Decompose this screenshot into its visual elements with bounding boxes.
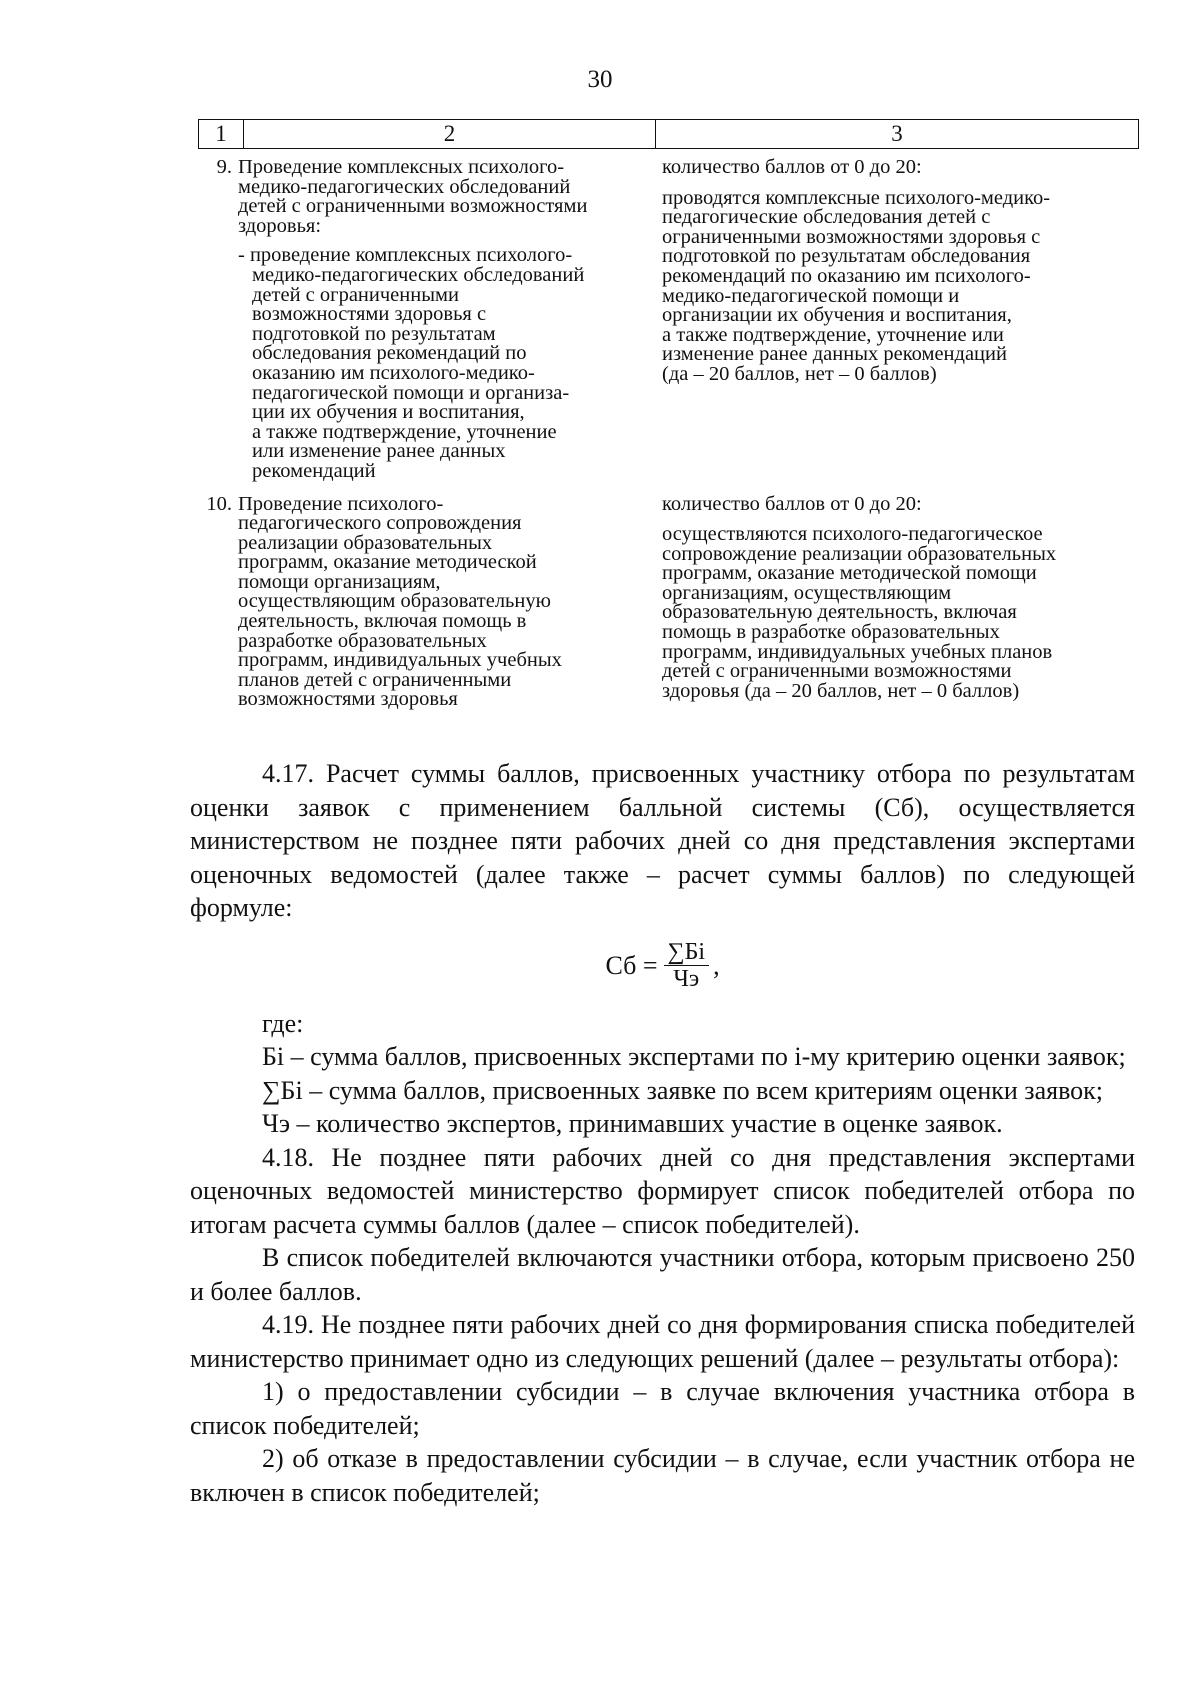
description-cell bbox=[653, 158, 1139, 482]
criterion-subitem-line: педагогической помощи и организа- bbox=[252, 381, 570, 404]
criterion-subitem-line: детей с ограниченными bbox=[252, 283, 459, 306]
criterion-line: программ, оказание методической bbox=[238, 551, 537, 574]
criterion-subitem-line: обследования рекомендаций по bbox=[252, 342, 527, 365]
description-cell bbox=[653, 492, 1139, 711]
criterion-cell bbox=[238, 158, 653, 482]
paragraph-4-19: 4.19. Не позднее пяти рабочих дней со дня формирования списка победителей министерство принимает одно из следующих решений (далее – результаты отбора): bbox=[190, 1310, 1135, 1373]
criterion-subitem-line: рекомендаций bbox=[252, 459, 376, 482]
description-line: а также подтверждение, уточнение или bbox=[662, 323, 1004, 346]
criterion-line: медико-педагогических обследований bbox=[238, 175, 571, 198]
row-number: 10. bbox=[206, 492, 232, 515]
description-line: подготовкой по результатам обследования bbox=[662, 245, 1031, 268]
criterion-subitem-line: медико-педагогических обследований bbox=[252, 263, 585, 286]
criterion-line: разработке образовательных bbox=[238, 629, 487, 652]
description-line: педагогические обследования детей с bbox=[662, 206, 991, 229]
list-item-2: 2) об отказе в предоставлении субсидии – в случае, если участник отбора не включен в список победителей; bbox=[190, 1444, 1135, 1507]
criteria-table bbox=[198, 119, 1139, 710]
criterion-line: педагогического сопровождения bbox=[238, 512, 522, 535]
criterion-subitem-line: ции их обучения и воспитания, bbox=[252, 401, 525, 424]
score-range: количество баллов от 0 до 20: bbox=[662, 156, 922, 178]
criterion-line: Проведение психолого- bbox=[238, 492, 444, 515]
definition-che: Чэ – количество экспертов, принимавших участие в оценке заявок. bbox=[262, 1109, 1003, 1138]
score-formula bbox=[190, 933, 1135, 999]
criterion-line: здоровья: bbox=[238, 214, 322, 237]
description-line: организации их обучения и воспитания, bbox=[662, 304, 1012, 327]
criterion-line: Проведение комплексных психолого- bbox=[238, 156, 565, 178]
table-row bbox=[198, 158, 1139, 482]
criterion-line: осуществляющим образовательную bbox=[238, 590, 551, 613]
paragraph-4-17: 4.17. Расчет суммы баллов, присвоенных участнику отбора по результатам оценки заявок с применением балльной системы (Сб), осуществляется министерством не позднее пяти рабочих дней со дня представления экспертами оценочных ведомостей (далее также – расчет суммы баллов) по следующей формуле: bbox=[190, 759, 1135, 922]
criterion-line: деятельность, включая помощь в bbox=[238, 610, 527, 633]
column-header-2: 2 bbox=[244, 120, 656, 148]
description-line: детей с ограниченными возможностями bbox=[662, 660, 1012, 683]
formula-denominator: Чэ bbox=[673, 966, 700, 992]
criterion-subitem-line: или изменение ранее данных bbox=[252, 440, 506, 463]
description-line: проводятся комплексные психолого-медико- bbox=[662, 186, 1051, 209]
row-number: 9. bbox=[216, 156, 232, 178]
description-line: программ, оказание методической помощи bbox=[662, 562, 1037, 585]
criterion-line: планов детей с ограниченными bbox=[238, 668, 512, 691]
definition-sum: ∑Бi – сумма баллов, присвоенных заявке по всем критериям оценки заявок; bbox=[262, 1075, 1104, 1105]
description-line: осуществляются психолого-педагогическое bbox=[662, 523, 1043, 546]
description-line: образовательную деятельность, включая bbox=[662, 601, 1017, 624]
description-line: здоровья (да – 20 баллов, нет – 0 баллов) bbox=[662, 679, 1020, 702]
criterion-subitem-line: подготовкой по результатам bbox=[252, 322, 496, 345]
score-range: количество баллов от 0 до 20: bbox=[662, 492, 922, 515]
definition-bi: Бi – сумма баллов, присвоенных экспертами по i-му критерию оценки заявок; bbox=[262, 1042, 1126, 1071]
criterion-subitem-line: а также подтверждение, уточнение bbox=[252, 420, 557, 443]
description-line: сопровождение реализации образовательных bbox=[662, 542, 1057, 565]
description-line: помощь в разработке образовательных bbox=[662, 621, 1000, 644]
description-line: медико-педагогической помощи и bbox=[662, 284, 960, 307]
formula-tail: , bbox=[713, 950, 720, 980]
list-item-1: 1) о предоставлении субсидии – в случае включения участника отбора в список победителей; bbox=[190, 1377, 1135, 1440]
formula-lhs: Сб = bbox=[605, 950, 658, 980]
description-line: ограниченными возможностями здоровья с bbox=[662, 225, 1041, 248]
criterion-line: детей с ограниченными возможностями bbox=[238, 195, 588, 218]
criterion-cell bbox=[238, 492, 653, 711]
criterion-line: программ, индивидуальных учебных bbox=[238, 649, 562, 672]
criterion-line: возможностями здоровья bbox=[238, 688, 458, 711]
description-line: изменение ранее данных рекомендаций bbox=[662, 343, 1007, 366]
paragraph-4-18: 4.18. Не позднее пяти рабочих дней со дня представления экспертами оценочных ведомостей министерство формирует список победителей отбора по итогам расчета суммы баллов (далее – список победителей). bbox=[190, 1142, 1135, 1239]
table-row bbox=[198, 492, 1139, 711]
paragraph-4-18-winners: В список победителей включаются участники отбора, которым присвоено 250 и более баллов. bbox=[190, 1243, 1135, 1306]
column-header-1: 1 bbox=[199, 120, 244, 148]
description-line: рекомендаций по оказанию им психолого- bbox=[662, 264, 1031, 287]
criterion-line: реализации образовательных bbox=[238, 531, 493, 554]
body-text bbox=[190, 757, 1135, 1509]
criterion-subitem: - проведение комплексных психолого- bbox=[238, 244, 573, 267]
formula-numerator: ∑Бi bbox=[664, 939, 710, 966]
criterion-line: помощи организациям, bbox=[238, 570, 441, 593]
column-header-3: 3 bbox=[891, 121, 903, 146]
table-header bbox=[198, 119, 1139, 149]
where-label: где: bbox=[262, 1008, 304, 1038]
page-number: 30 bbox=[587, 66, 613, 93]
formula-fraction bbox=[664, 939, 710, 992]
criterion-subitem-line: возможностями здоровья с bbox=[252, 303, 487, 326]
description-line: программ, индивидуальных учебных планов bbox=[662, 640, 1053, 663]
description-line: организациям, осуществляющим bbox=[662, 581, 952, 604]
criterion-subitem-line: оказанию им психолого-медико- bbox=[252, 361, 535, 384]
description-line: (да – 20 баллов, нет – 0 баллов) bbox=[662, 362, 937, 385]
